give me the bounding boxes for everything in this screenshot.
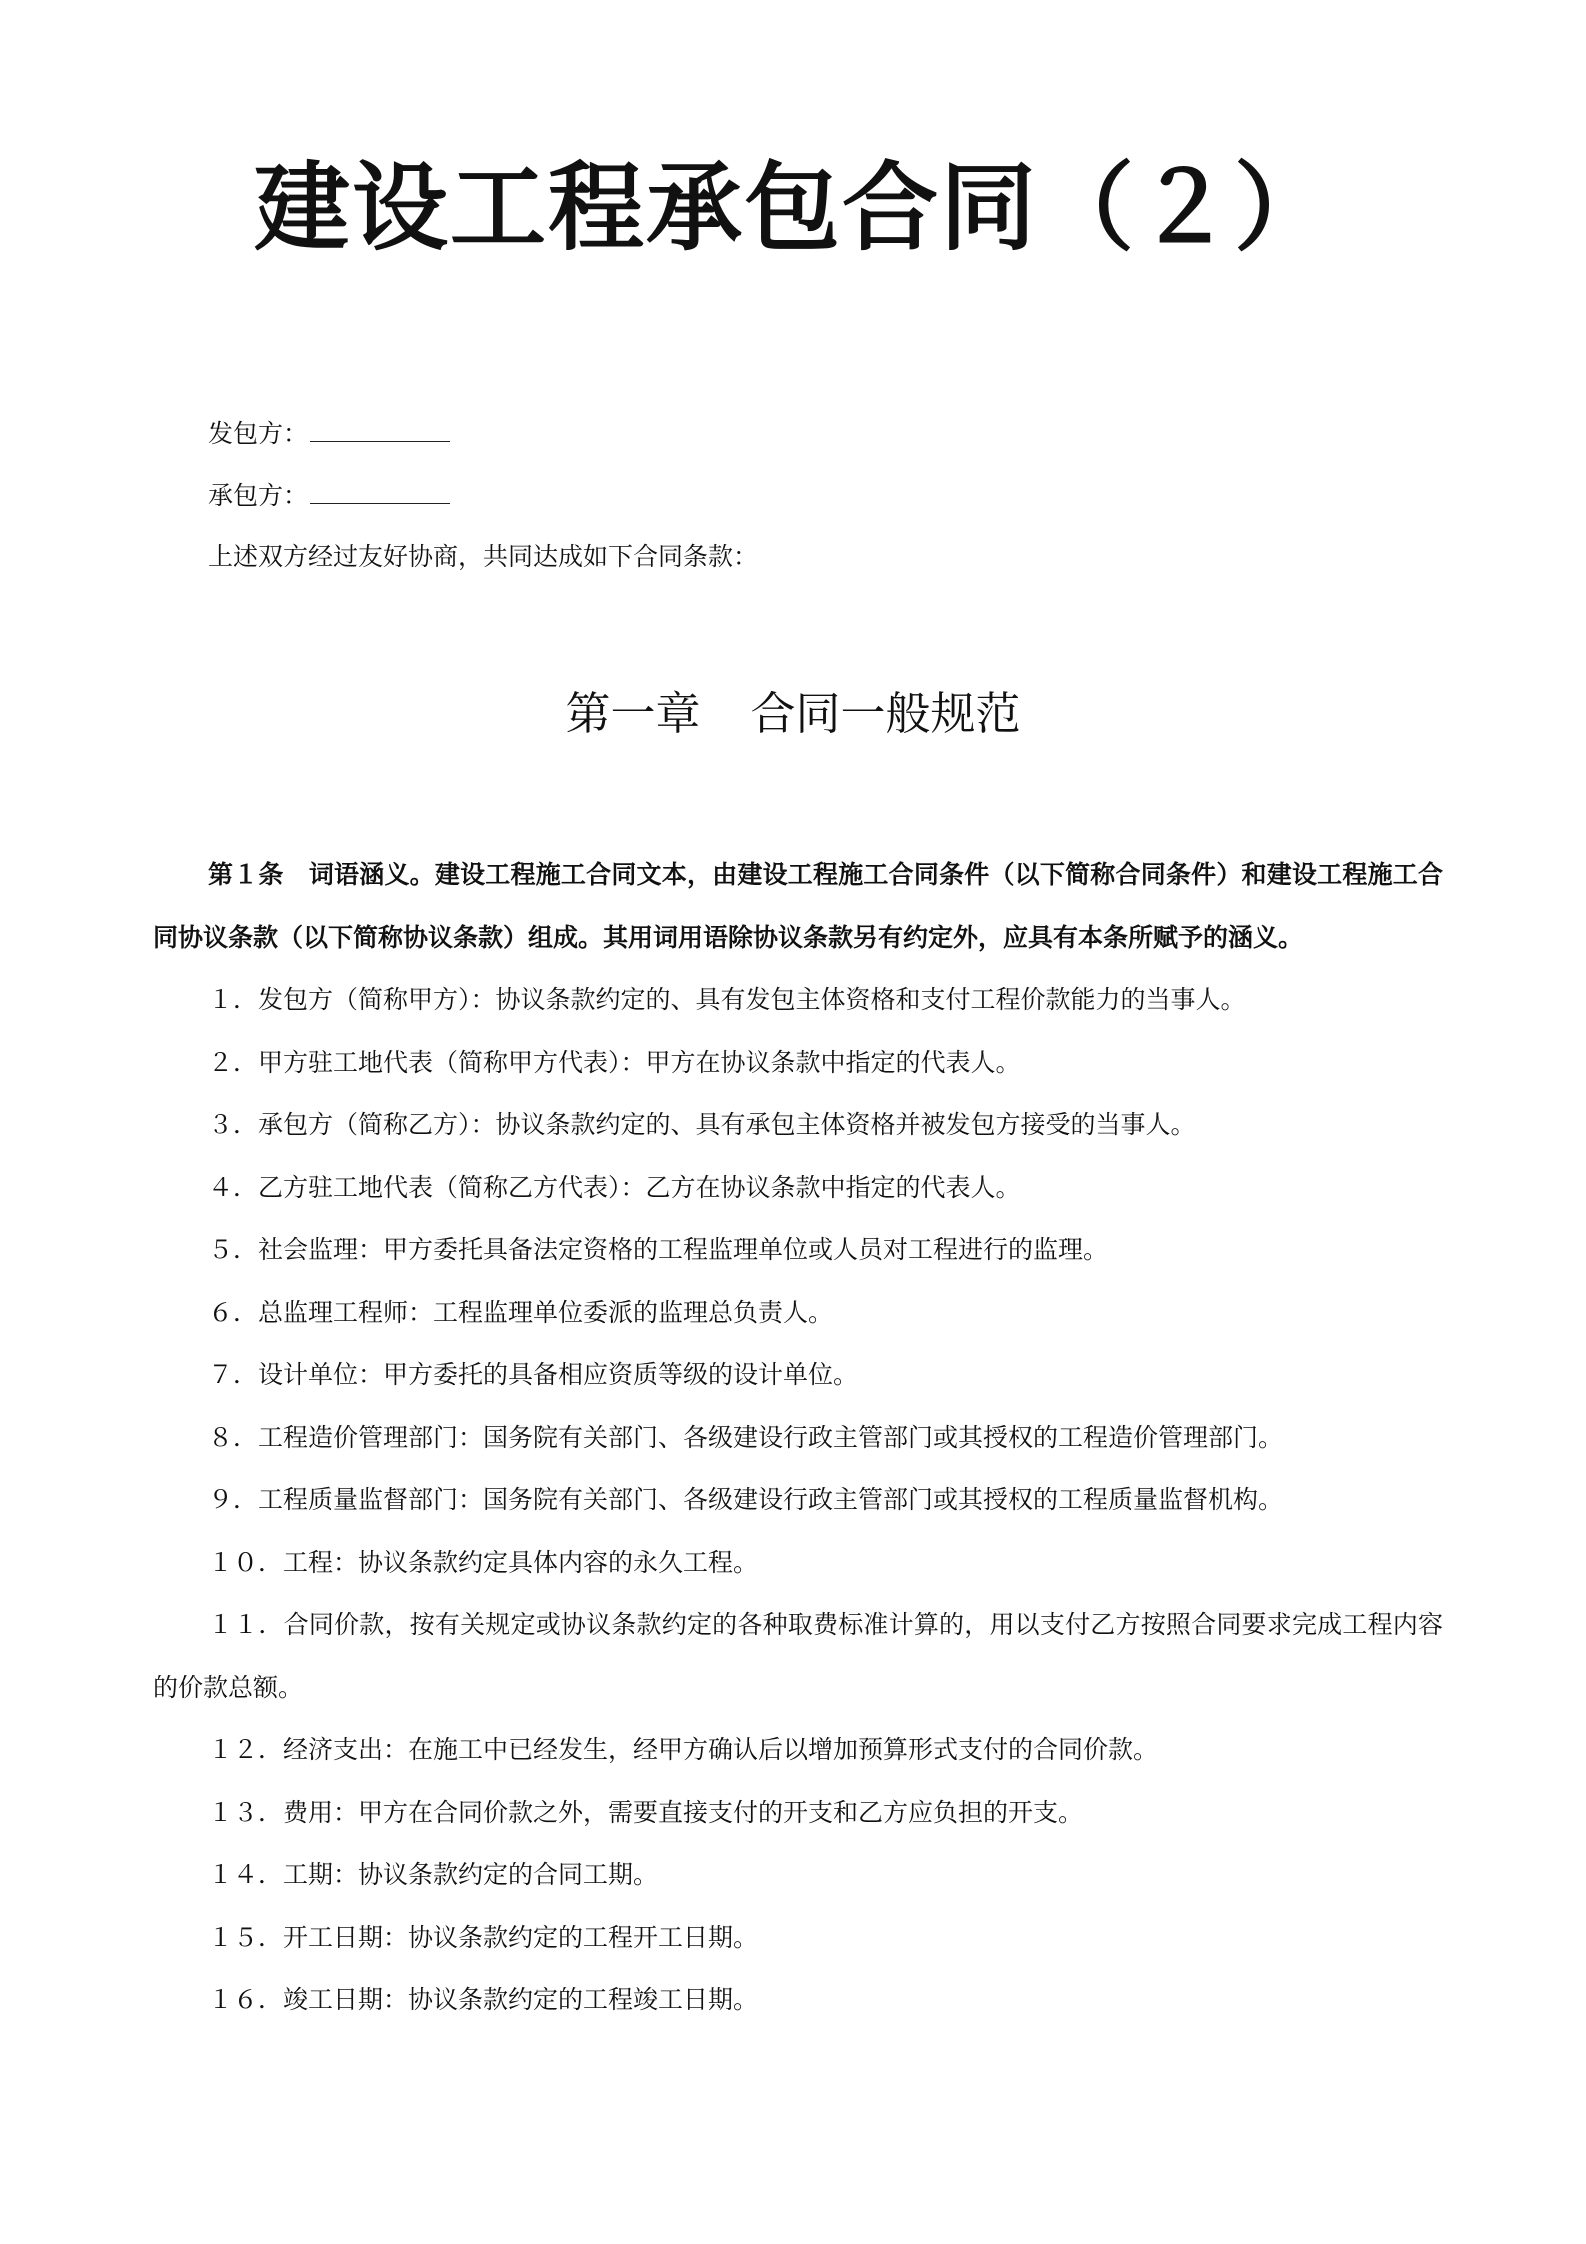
definition-item: ２．甲方驻工地代表（简称甲方代表）：甲方在协议条款中指定的代表人。: [208, 1047, 1021, 1077]
party-a-label: 发包方：: [208, 419, 309, 448]
definition-item: １３．费用：甲方在合同价款之外，需要直接支付的开支和乙方应负担的开支。: [208, 1797, 1084, 1827]
party-a-line: [208, 418, 450, 450]
chapter-number: 第一章: [565, 687, 701, 740]
party-b-label: 承包方：: [208, 481, 309, 510]
definition-item: ８．工程造价管理部门：国务院有关部门、各级建设行政主管部门或其授权的工程造价管理部门。: [208, 1422, 1284, 1452]
definition-item: ３．承包方（简称乙方）：协议条款约定的、具有承包主体资格并被发包方接受的当事人。: [208, 1110, 1196, 1139]
party-b-line: [208, 480, 450, 512]
chapter-heading: [0, 684, 1586, 744]
definition-item: ５．社会监理：甲方委托具备法定资格的工程监理单位或人员对工程进行的监理。: [208, 1235, 1109, 1264]
definition-item: １６．竣工日期：协议条款约定的工程竣工日期。: [208, 1985, 759, 2014]
party-b-blank: [310, 483, 450, 504]
definition-item: ４．乙方驻工地代表（简称乙方代表）：乙方在协议条款中指定的代表人。: [208, 1172, 1021, 1202]
party-a-blank: [310, 421, 450, 442]
preamble: 上述双方经过友好协商，共同达成如下合同条款：: [208, 542, 759, 571]
chapter-name: 合同一般规范: [750, 687, 1021, 740]
definition-item: １２．经济支出：在施工中已经发生，经甲方确认后以增加预算形式支付的合同价款。: [208, 1735, 1159, 1764]
definition-item: １５．开工日期：协议条款约定的工程开工日期。: [208, 1922, 759, 1952]
definition-item: １０．工程：协议条款约定具体内容的永久工程。: [208, 1547, 759, 1577]
definition-item: ６．总监理工程师：工程监理单位委派的监理总负责人。: [208, 1297, 834, 1327]
contract-body: [153, 844, 1443, 2032]
definition-item: １４．工期：协议条款约定的合同工期。: [208, 1860, 659, 1889]
definition-item: ９．工程质量监督部门：国务院有关部门、各级建设行政主管部门或其授权的工程质量监督机构。: [208, 1485, 1284, 1514]
definition-item: ７．设计单位：甲方委托的具备相应资质等级的设计单位。: [208, 1360, 859, 1389]
definition-item: １１．合同价款，按有关规定或协议条款约定的各种取费标准计算的，用以支付乙方按照合同要求完成工程内容的价款总额。: [153, 1610, 1443, 1702]
document-title: 建设工程承包合同（２）: [254, 151, 1332, 264]
definition-item: １．发包方（简称甲方）：协议条款约定的、具有发包主体资格和支付工程价款能力的当事人。: [208, 985, 1246, 1014]
article-1: 第１条 词语涵义。建设工程施工合同文本，由建设工程施工合同条件（以下简称合同条件）和建设工程施工合同协议条款（以下简称协议条款）组成。其用词用语除协议条款另有约定外，应具有本条所赋予的涵义。: [153, 860, 1443, 952]
